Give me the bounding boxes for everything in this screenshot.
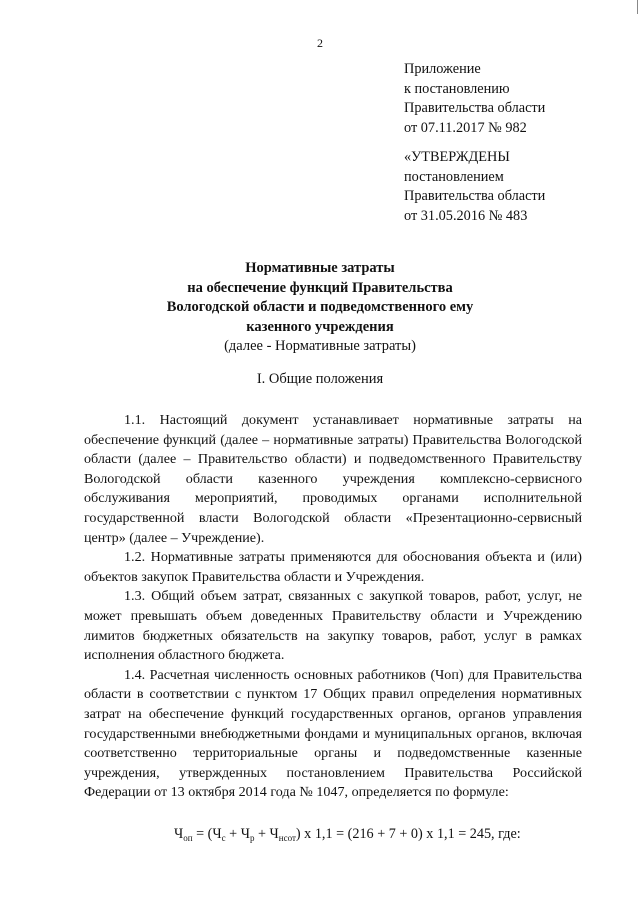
approved-line: «УТВЕРЖДЕНЫ [404, 149, 510, 165]
formula-part: + Ч [254, 826, 279, 842]
approved-line: постановлением [404, 168, 504, 185]
title-line: казенного учреждения [246, 318, 394, 335]
appendix-line: к постановлению [404, 80, 510, 97]
title-line: Вологодской области и подведомственного ему [166, 299, 474, 316]
formula-lhs: Ч [174, 826, 184, 842]
page-number: 2 [317, 36, 323, 50]
approved-block [404, 148, 545, 226]
body-text [84, 411, 582, 803]
formula-part: ) x 1,1 = (216 + 7 + 0) x 1,1 = 245, где: [295, 826, 521, 842]
formula-sub: нсот [278, 833, 296, 843]
appendix-line: Правительства области [404, 100, 546, 116]
paragraph-1-3: 1.3. Общий объем затрат, связанных с закупкой товаров, работ, услуг, не может превышать объем доведенных Правительству области и Учреждению лимитов бюджетных обязательств на закупку товаров, работ, услуг в рамках исполнения областного бюджета. [84, 588, 582, 664]
formula-sub: оп [183, 833, 193, 843]
document-title [0, 259, 640, 357]
title-note: (далее - Нормативные затраты) [224, 338, 416, 355]
paragraph-1-4: 1.4. Расчетная численность основных работников (Чоп) для Правительства области в соответствии с пунктом 17 Общих правил определения нормативных затрат на обеспечение функций государственных органов, органов управления государственными внебюджетными фондами и муниципальных органов, включая соответственно территориальные органы и подведомственные казенные учреждения, утвержденных постановлением Правительства Российской Федерации от 13 октября 2014 года № 1047, определяется по формуле: [84, 666, 582, 801]
paragraph-1-1: 1.1. Настоящий документ устанавливает нормативные затраты на обеспечение функций (далее – нормативные затраты) Правительства Вологодской области (далее – Правительство области) и подведомственного Правительству Вологодской области казенного учреждения комплексно-сервисного обслуживания мероприятий, проводимых органами исполнительной государственной власти Вологодской области «Презентационно-сервисный центр» (далее – Учреждение). [84, 412, 582, 546]
scan-mark [637, 0, 638, 14]
appendix-line: Приложение [404, 61, 481, 77]
title-line: Нормативные затраты [245, 260, 395, 276]
appendix-line: от 07.11.2017 № 982 [404, 119, 527, 136]
paragraph-1-2: 1.2. Нормативные затраты применяются для обоснования объекта и (или) объектов закупок Правительства области и Учреждения. [84, 549, 582, 585]
staff-formula [174, 826, 521, 843]
title-line: на обеспечение функций Правительства [187, 279, 453, 296]
approved-line: Правительства области [404, 188, 546, 204]
appendix-block [404, 60, 545, 138]
formula-sub: р [249, 833, 255, 843]
formula-part: = (Ч [192, 826, 222, 842]
approved-line: от 31.05.2016 № 483 [404, 207, 528, 224]
formula-part: + Ч [225, 826, 250, 842]
formula-sub: с [221, 833, 226, 843]
section-heading: I. Общие положения [256, 371, 384, 387]
